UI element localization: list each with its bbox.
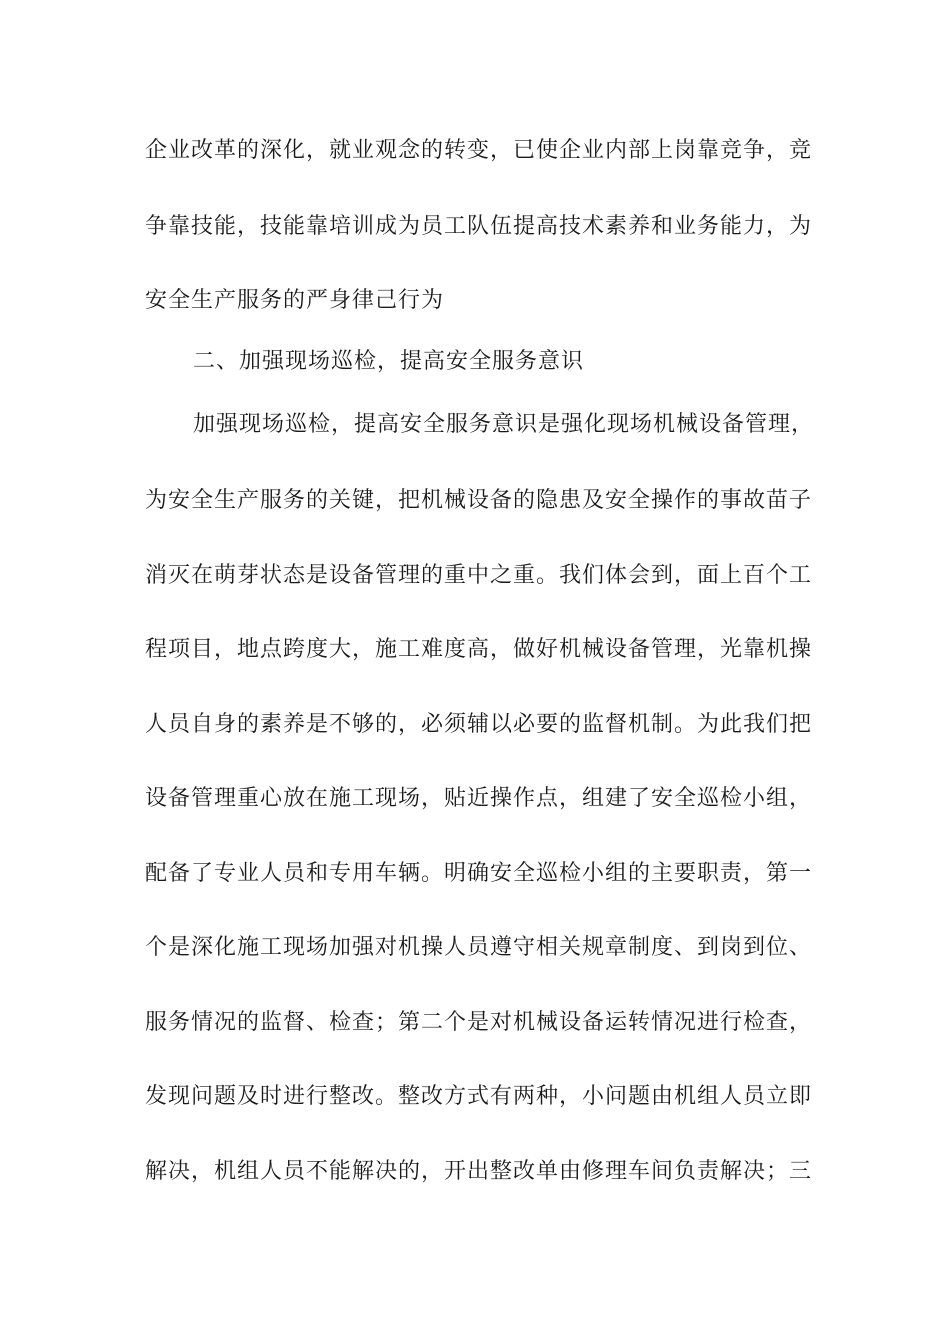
text-line: 人员自身的素养是不够的，必须辅以必要的监督机制。为此我们把 [145,712,813,737]
text-line: 安全生产服务的严身律己行为 [145,288,445,313]
text-line: 设备管理重心放在施工现场，贴近操作点，组建了安全巡检小组， [145,786,813,811]
text-line: 争靠技能，技能靠培训成为员工队伍提高技术素养和业务能力，为 [145,214,813,239]
text-line: 配备了专业人员和专用车辆。明确安全巡检小组的主要职责，第一 [145,861,813,886]
text-line: 企业改革的深化，就业观念的转变，已使企业内部上岗靠竞争，竞 [145,138,813,163]
text-line: 个是深化施工现场加强对机操人员遵守相关规章制度、到岗到位、 [145,935,813,960]
text-line: 加强现场巡检，提高安全服务意识是强化现场机械设备管理， [193,412,815,437]
text-line: 服务情况的监督、检查；第二个是对机械设备运转情况进行检查， [145,1010,813,1035]
text-line: 为安全生产服务的关键，把机械设备的隐患及安全操作的事故苗子 [145,488,813,513]
text-line: 解决，机组人员不能解决的，开出整改单由修理车间负责解决；三 [145,1159,813,1184]
text-line: 消灭在萌芽状态是设备管理的重中之重。我们体会到，面上百个工 [145,563,813,588]
text-line: 程项目，地点跨度大，施工难度高，做好机械设备管理，光靠机操 [145,637,813,662]
section-heading: 二、加强现场巡检，提高安全服务意识 [193,349,585,374]
text-line: 发现问题及时进行整改。整改方式有两种，小问题由机组人员立即 [145,1084,813,1109]
